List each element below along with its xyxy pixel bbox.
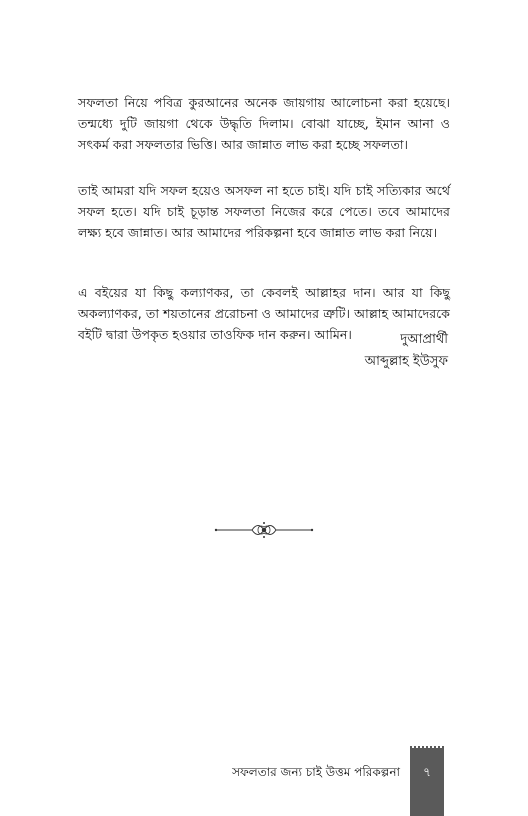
paragraph-1: সফলতা নিয়ে পবিত্র কুরআনের অনেক জায়গায় আলোচনা করা হয়েছে। তন্মধ্যে দুটি জায়গা থেকে উদ্ধৃতি দিলাম। বোঝা যাচ্ছে, ইমান আনা ও সৎকর্ম করা সফলতার ভিত্তি। আর জান্নাত লাভ করা হচ্ছে সফলতা।	[78, 95, 450, 152]
running-title: সফলতার জন্য চাই উত্তম পরিকল্পনা	[232, 765, 400, 779]
signature-title: দুআপ্রার্থী	[400, 332, 448, 347]
floral-divider-icon	[214, 520, 314, 540]
paragraph-2: তাই আমরা যদি সফল হয়েও অসফল না হতে চাই। যদি চাই সত্যিকার অর্থে সফল হতে। যদি চাই চূড়ান্ত সফলতা নিজের করে পেতে। তবে আমাদের লক্ষ্য হবে জান্নাত। আর আমাদের পরিকল্পনা হবে জান্নাত লাভ করা নিয়ে।	[78, 183, 450, 240]
signature-author: আব্দুল্লাহ ইউসুফ	[364, 354, 448, 369]
paragraph-3: এ বইয়ের যা কিছু কল্যাণকর, তা কেবলই আল্লাহর দান। আর যা কিছু অকল্যাণকর, তা শয়তানের প্ররোচনা ও আমাদের ত্রুটি। আল্লাহ আমাদেরকে বইটি দ্বারা উপকৃত হওয়ার তাওফিক দান করুন। আমিন।	[78, 285, 450, 342]
page-number: ৭	[423, 765, 431, 779]
